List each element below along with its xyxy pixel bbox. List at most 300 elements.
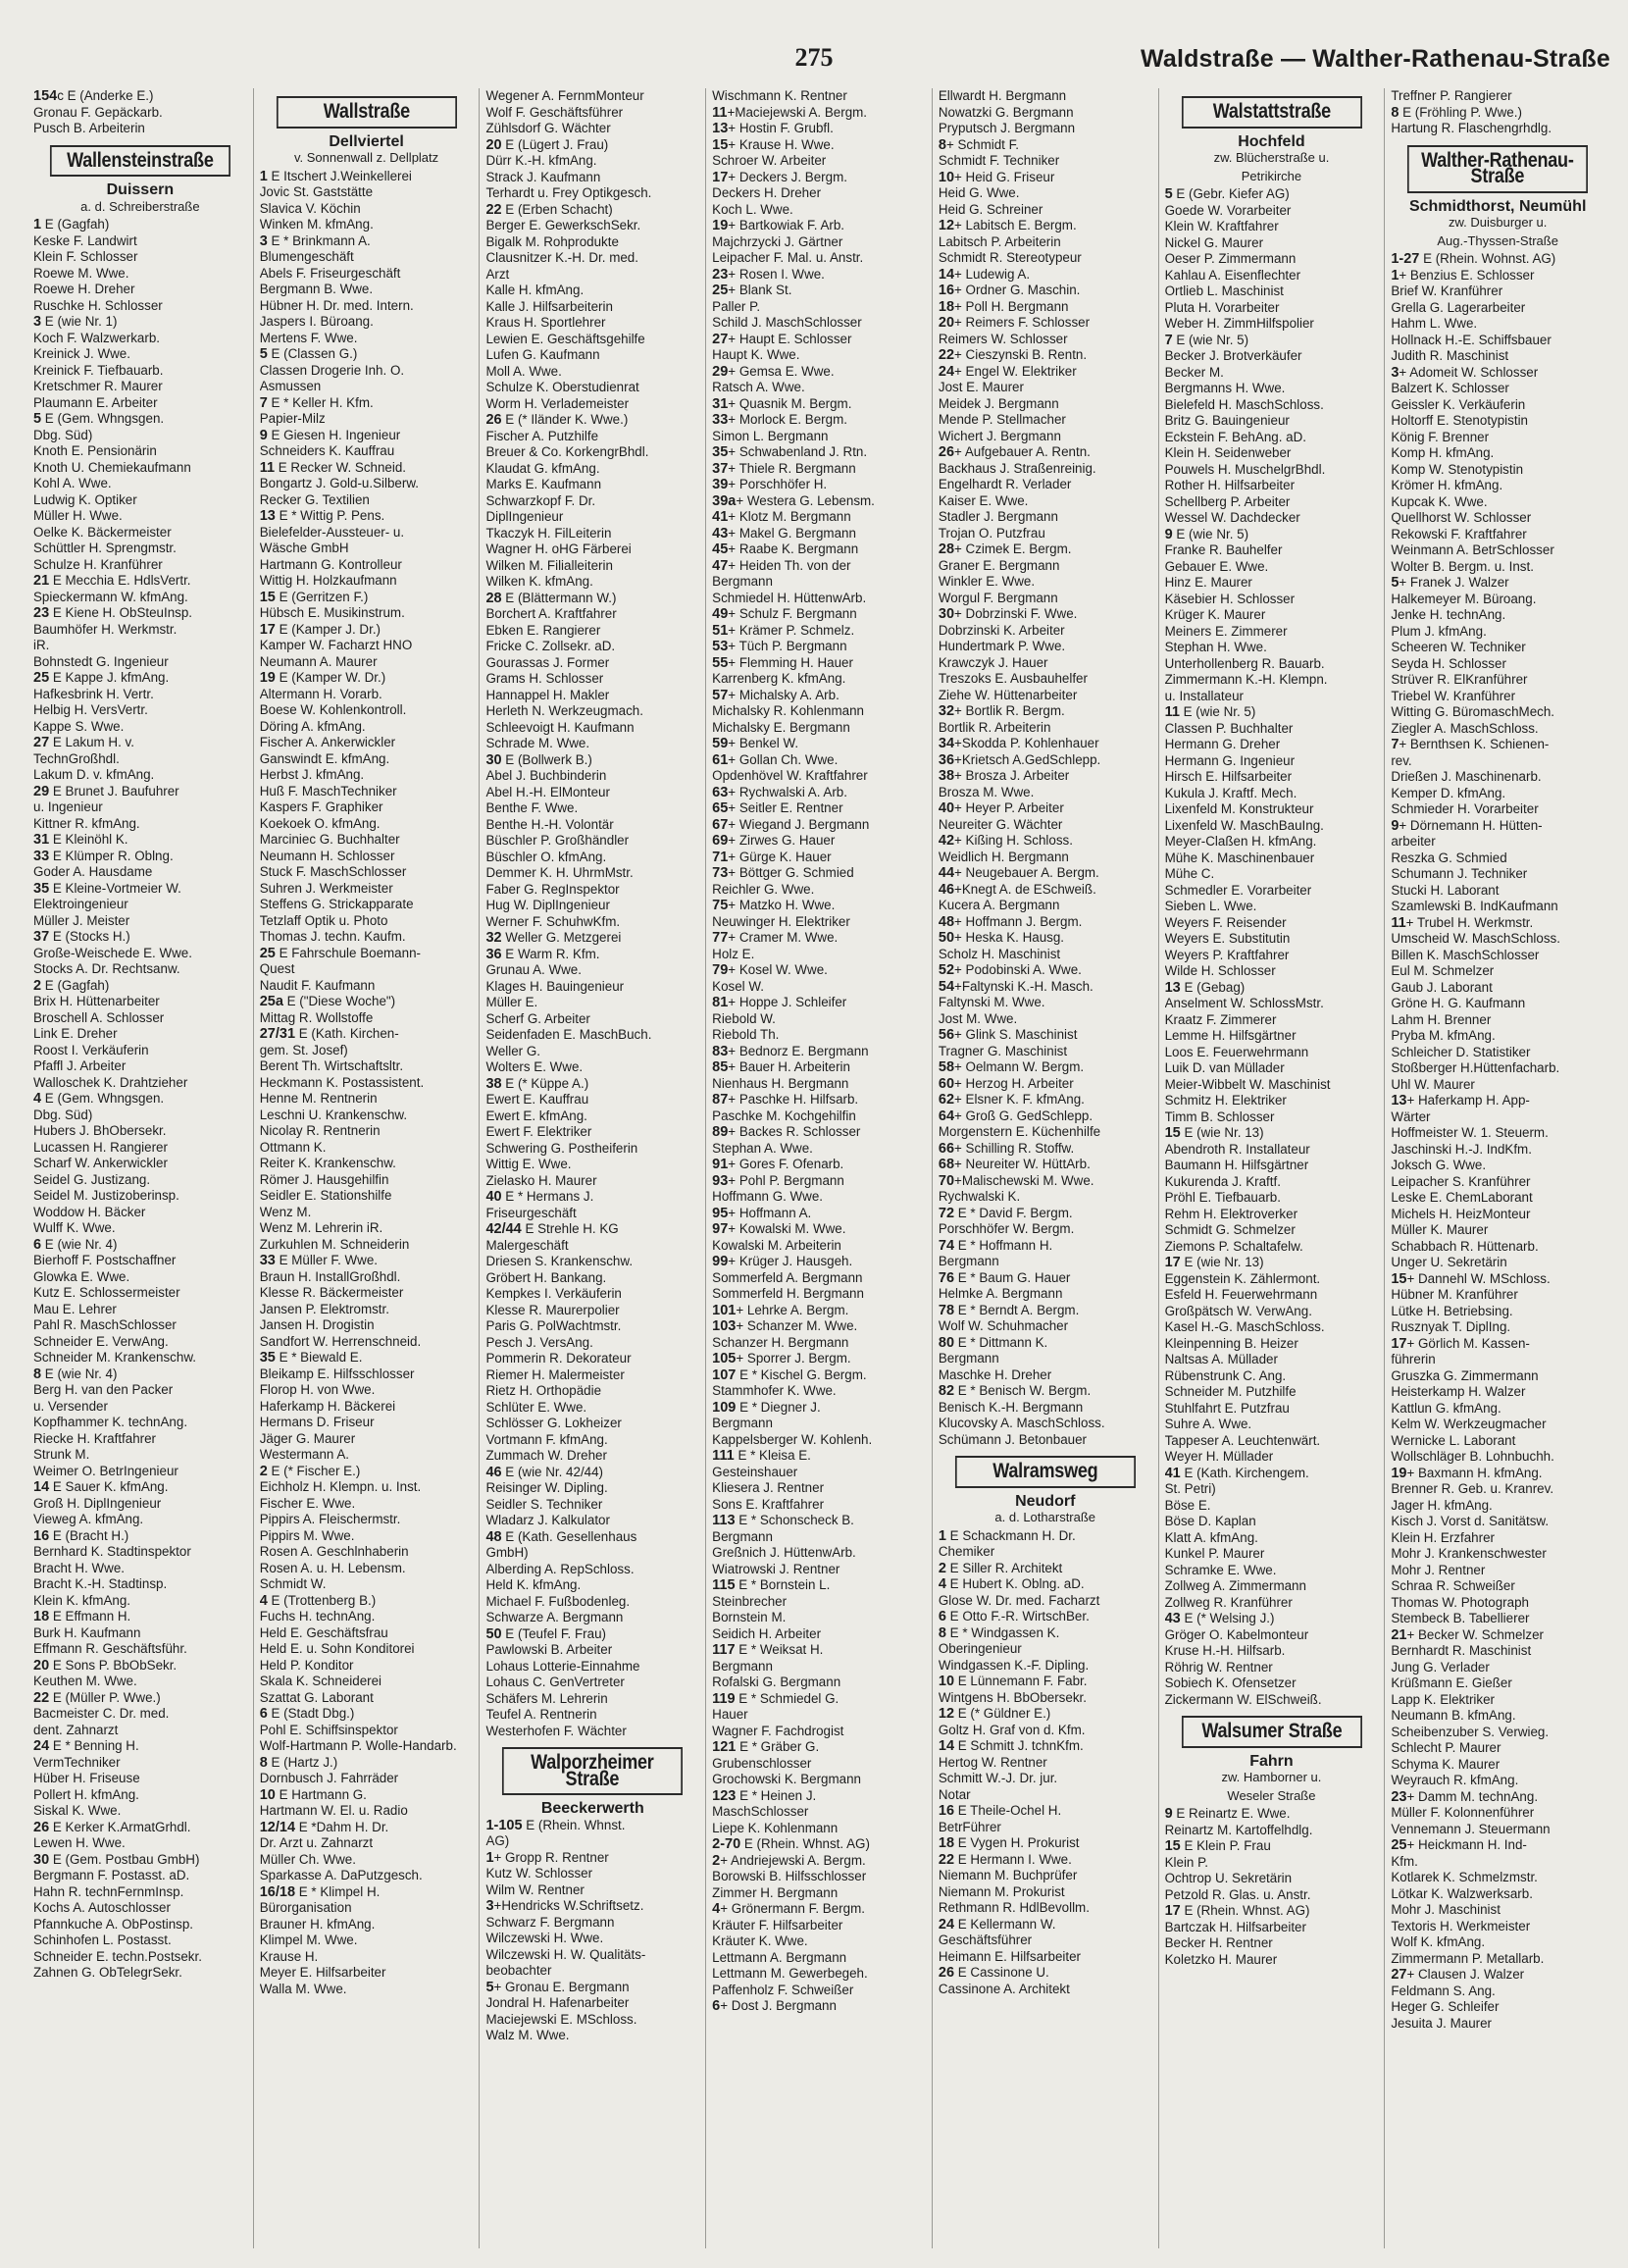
directory-entry xyxy=(939,1820,1152,1836)
resident-text: Wilken M. Filialleiterin xyxy=(485,557,613,573)
resident-text: + Makel G. Bergmann xyxy=(728,525,856,541)
resident-text: Zurkuhlen M. Schneiderin xyxy=(259,1236,410,1252)
resident-text: Heckmann K. Postassistent. xyxy=(259,1074,425,1090)
resident-text: E * Wittig P. Pens. xyxy=(275,508,385,523)
resident-text: E Effmann H. xyxy=(49,1609,131,1624)
directory-entry xyxy=(1165,559,1379,576)
directory-entry xyxy=(33,1835,247,1852)
directory-entry xyxy=(939,1835,1152,1852)
resident-text: Gronau F. Gepäckarb. xyxy=(33,104,163,120)
resident-text: E (Bollwerk B.) xyxy=(501,751,592,767)
resident-text: Wilken K. kfmAng. xyxy=(485,574,593,589)
directory-entry xyxy=(1165,1125,1379,1142)
house-number: 7 xyxy=(1164,332,1173,348)
directory-entry xyxy=(33,1205,247,1221)
resident-text: Schulze K. Oberstudienrat xyxy=(485,380,639,394)
resident-text: Bergmann xyxy=(712,574,773,589)
resident-text: Mittag R. Wollstoffe xyxy=(259,1009,374,1025)
resident-text: Schneider M. Krankenschw. xyxy=(33,1350,196,1365)
resident-text: Classen P. Buchhalter xyxy=(1164,720,1294,736)
directory-entry xyxy=(485,1850,699,1867)
directory-entry xyxy=(33,1803,247,1820)
resident-text: + Lehrke A. Bergm. xyxy=(736,1302,849,1317)
resident-text: Reinartz M. Kartoffelhdlg. xyxy=(1164,1822,1313,1837)
resident-text: Jager H. kfmAng. xyxy=(1391,1497,1493,1513)
directory-entry xyxy=(1391,381,1604,397)
directory-entry xyxy=(260,1835,474,1852)
house-number: 9 xyxy=(259,427,268,443)
directory-entry xyxy=(485,1931,699,1947)
directory-entry xyxy=(939,1367,1152,1384)
resident-text: E * Benisch W. Bergm. xyxy=(954,1383,1092,1398)
directory-entry xyxy=(1165,1595,1379,1612)
directory-entry xyxy=(939,1641,1152,1658)
directory-entry xyxy=(485,1351,699,1367)
directory-entry xyxy=(485,1610,699,1626)
directory-entry xyxy=(712,509,926,526)
resident-text: Hundertmark P. Wwe. xyxy=(938,639,1066,653)
resident-text: Uhl W. Maurer xyxy=(1391,1076,1475,1092)
directory-entry xyxy=(1391,1675,1604,1692)
directory-entry xyxy=(1165,1481,1379,1498)
resident-text: Demmer K. H. UhrmMstr. xyxy=(485,865,634,880)
house-number: 16/18 xyxy=(259,1883,296,1900)
directory-entry xyxy=(1165,1142,1379,1159)
house-number: 18 xyxy=(938,1835,955,1851)
directory-entry xyxy=(1391,1546,1604,1563)
resident-text: Steffens G. Strickapparate xyxy=(259,897,414,911)
directory-entry xyxy=(712,364,926,381)
resident-text: Kretschmer R. Maurer xyxy=(33,379,163,393)
directory-entry xyxy=(939,202,1152,219)
resident-text: + Kißing H. Schloss. xyxy=(954,833,1073,848)
resident-text: GmbH) xyxy=(485,1545,529,1560)
directory-entry xyxy=(485,703,699,720)
resident-text: Hoffmann G. Wwe. xyxy=(712,1189,824,1204)
directory-entry xyxy=(939,1286,1152,1303)
directory-entry xyxy=(260,298,474,315)
directory-entry xyxy=(260,1933,474,1949)
house-number: 19 xyxy=(259,670,276,686)
directory-entry xyxy=(33,1593,247,1610)
house-number: 97 xyxy=(712,1221,729,1237)
house-number: 29 xyxy=(33,783,50,799)
resident-text: Kahlau A. Eisenflechter xyxy=(1164,267,1301,283)
directory-entry xyxy=(485,833,699,850)
directory-entry xyxy=(712,1545,926,1562)
street-heading: Wallensteinstraße xyxy=(50,145,230,178)
directory-entry xyxy=(33,1188,247,1205)
resident-text: Heid G. Wwe. xyxy=(938,185,1020,200)
resident-text: E (* Welsing J.) xyxy=(1180,1611,1275,1625)
resident-text: Pröhl E. Tiefbauarb. xyxy=(1164,1190,1281,1205)
house-number: 52 xyxy=(938,962,955,978)
resident-text: Kutz W. Schlosser xyxy=(485,1866,593,1881)
resident-text: E Sons P. BbObSekr. xyxy=(49,1657,178,1673)
house-number: 5 xyxy=(485,1979,494,1995)
resident-text: Woddow H. Bäcker xyxy=(33,1204,146,1219)
directory-entry xyxy=(712,1367,926,1384)
resident-text: Bergmann xyxy=(938,1254,999,1268)
directory-entry xyxy=(1165,1093,1379,1109)
resident-text: Brauner H. kfmAng. xyxy=(259,1916,376,1932)
directory-entry xyxy=(33,1512,247,1528)
resident-text: Bleikamp E. Hilfsschlosser xyxy=(259,1366,415,1381)
resident-text: + Heyer P. Arbeiter xyxy=(954,800,1064,815)
directory-entry xyxy=(1165,510,1379,527)
resident-text: Suhren J. Werkmeister xyxy=(259,880,393,896)
directory-entry xyxy=(939,1335,1152,1352)
resident-text: Rethmann R. HdlBevollm. xyxy=(938,1900,1090,1915)
directory-entry xyxy=(1165,996,1379,1012)
directory-entry xyxy=(712,1642,926,1659)
directory-entry xyxy=(939,1351,1152,1367)
directory-entry xyxy=(712,1901,926,1918)
directory-entry xyxy=(260,816,474,833)
resident-text: + Blank St. xyxy=(728,283,792,297)
directory-entry xyxy=(260,913,474,930)
house-number: 27 xyxy=(33,735,50,750)
resident-text: Boese W. Kohlenkontroll. xyxy=(259,702,407,717)
directory-entry xyxy=(485,1318,699,1335)
resident-text: Deckers H. Dreher xyxy=(712,185,822,200)
directory-entry xyxy=(712,185,926,202)
resident-text: E (Gem. Whngsgen. xyxy=(41,411,165,426)
resident-text: Becker M. xyxy=(1164,364,1224,380)
resident-text: Rofalski G. Bergmann xyxy=(712,1675,841,1689)
resident-text: Friseurgeschäft xyxy=(485,1205,577,1220)
directory-entry xyxy=(260,217,474,233)
resident-text: Hüber H. Friseuse xyxy=(33,1771,140,1785)
directory-entry xyxy=(260,1123,474,1140)
house-number: 12/14 xyxy=(259,1819,296,1835)
resident-text: + Bartkowiak F. Arb. xyxy=(728,218,844,232)
directory-entry xyxy=(485,1529,699,1546)
directory-entry xyxy=(939,1884,1152,1901)
directory-entry xyxy=(485,1866,699,1882)
resident-text: Wolf W. Schuhmacher xyxy=(938,1318,1069,1333)
directory-entry xyxy=(260,1706,474,1723)
directory-entry xyxy=(712,105,926,122)
resident-text: Holz E. xyxy=(712,946,755,961)
resident-text: Morgenstern E. Küchenhilfe xyxy=(938,1124,1101,1139)
directory-entry xyxy=(939,1593,1152,1610)
directory-entry xyxy=(260,460,474,477)
house-number: 13 xyxy=(712,121,729,136)
house-number: 76 xyxy=(938,1269,955,1286)
house-number: 30 xyxy=(938,606,955,622)
resident-text: E (wie Nr. 4) xyxy=(41,1236,118,1252)
resident-text: + Dobrzinski F. Wwe. xyxy=(954,606,1078,621)
resident-text: Umscheid W. MaschSchloss. xyxy=(1391,931,1560,946)
house-number: 1 xyxy=(938,1527,946,1544)
directory-entry xyxy=(712,1286,926,1303)
directory-entry xyxy=(1165,575,1379,592)
directory-entry xyxy=(939,283,1152,299)
directory-entry xyxy=(260,541,474,557)
directory-entry xyxy=(260,1156,474,1172)
directory-entry xyxy=(1165,1174,1379,1191)
directory-entry xyxy=(260,849,474,865)
resident-text: Heimann E. Hilfsarbeiter xyxy=(938,1948,1081,1964)
directory-entry xyxy=(33,1447,247,1464)
resident-text: + Morlock E. Bergm. xyxy=(728,412,847,427)
directory-entry xyxy=(485,947,699,963)
resident-text: Classen Drogerie Inh. O. xyxy=(259,362,405,378)
resident-text: Pfannkuche A. ObPostinsp. xyxy=(33,1916,194,1932)
directory-entry xyxy=(939,671,1152,688)
resident-text: Vortmann F. kfmAng. xyxy=(485,1431,608,1447)
house-number: 20 xyxy=(938,315,955,331)
resident-text: Scherf G. Arbeiter xyxy=(485,1010,590,1026)
directory-entry xyxy=(485,121,699,137)
resident-text: Becker J. Brotverkäufer xyxy=(1164,348,1302,363)
directory-entry xyxy=(33,1658,247,1675)
street-heading: Wallstraße xyxy=(277,96,457,129)
resident-text: Geissler K. Verkäuferin xyxy=(1391,396,1526,412)
directory-entry xyxy=(939,105,1152,122)
directory-entry xyxy=(712,412,926,429)
resident-text: Roewe H. Dreher xyxy=(33,282,135,296)
resident-text: + Rychwalski A. Arb. xyxy=(728,784,847,799)
resident-text: + Benzius E. Schlosser xyxy=(1399,267,1535,283)
resident-text: E (Stadt Dbg.) xyxy=(267,1706,355,1721)
resident-text: Unterhollenberg R. Bauarb. xyxy=(1164,655,1325,671)
directory-entry xyxy=(712,153,926,170)
directory-entry xyxy=(260,1852,474,1869)
house-number: 23 xyxy=(1391,1788,1407,1805)
directory-entry xyxy=(1391,1304,1604,1320)
directory-entry xyxy=(260,1690,474,1707)
directory-entry xyxy=(1391,1336,1604,1353)
resident-text: +Maciejewski A. Bergm. xyxy=(727,104,868,120)
resident-text: Brenner R. Geb. u. Kranrev. xyxy=(1391,1481,1554,1496)
resident-text: Mau E. Lehrer xyxy=(33,1301,117,1316)
resident-text: Greßnich J. HüttenwArb. xyxy=(712,1545,856,1560)
resident-text: Malergeschäft xyxy=(485,1237,569,1253)
resident-text: Lewen H. Wwe. xyxy=(33,1835,126,1850)
directory-entry xyxy=(1391,430,1604,446)
directory-entry xyxy=(260,1917,474,1933)
directory-entry xyxy=(485,1027,699,1044)
directory-entry xyxy=(260,1010,474,1027)
directory-entry xyxy=(939,1189,1152,1206)
resident-text: Neumann A. Maurer xyxy=(259,653,378,669)
resident-text: Pluta H. Vorarbeiter xyxy=(1164,299,1280,315)
house-number: 115 xyxy=(712,1577,736,1593)
directory-entry xyxy=(712,1739,926,1756)
resident-text: Bohnstedt G. Ingenieur xyxy=(33,653,169,669)
directory-entry xyxy=(1165,1222,1379,1239)
directory-entry xyxy=(1165,1498,1379,1515)
directory-entry xyxy=(939,185,1152,202)
resident-text: Vieweg A. kfmAng. xyxy=(33,1512,144,1526)
directory-entry xyxy=(1391,753,1604,770)
resident-text: Faltynski M. Wwe. xyxy=(938,995,1045,1009)
resident-text: + Gronau E. Bergmann xyxy=(493,1979,630,1994)
resident-text: Kalle H. kfmAng. xyxy=(485,283,585,297)
directory-entry xyxy=(712,1772,926,1788)
directory-entry xyxy=(939,1787,1152,1804)
resident-text: Westerhofen F. Wächter xyxy=(485,1723,627,1738)
resident-text: Seidenfaden E. MaschBuch. xyxy=(485,1027,652,1042)
directory-entry xyxy=(939,558,1152,575)
resident-text: Schellberg P. Arbeiter xyxy=(1164,493,1291,509)
directory-entry xyxy=(712,1983,926,1999)
directory-entry xyxy=(1165,866,1379,883)
house-number: 63 xyxy=(712,784,729,800)
house-number: 9 xyxy=(1391,817,1399,834)
directory-entry xyxy=(1165,656,1379,673)
resident-text: + Krämer P. Schmelz. xyxy=(728,622,855,638)
resident-text: Jost M. Wwe. xyxy=(938,1010,1018,1026)
resident-text: + Schmidt F. xyxy=(945,136,1019,152)
resident-text: E Kellermann W. xyxy=(954,1916,1056,1932)
resident-text: Windgassen K.-F. Dipling. xyxy=(938,1657,1090,1673)
house-number: 50 xyxy=(485,1625,502,1642)
resident-text: rev. xyxy=(1391,752,1412,768)
directory-entry xyxy=(712,1141,926,1158)
resident-text: Pouwels H. MuschelgrBhdl. xyxy=(1164,461,1326,477)
directory-entry xyxy=(1165,203,1379,220)
directory-entry xyxy=(1391,1417,1604,1433)
resident-text: Kopfhammer K. technAng. xyxy=(33,1415,188,1429)
resident-text: Stephan H. Wwe. xyxy=(1164,640,1267,654)
resident-text: Bacmeister C. Dr. med. xyxy=(33,1706,170,1721)
resident-text: Florop H. von Wwe. xyxy=(259,1382,376,1397)
house-number: 3 xyxy=(259,232,268,249)
resident-text: +Malischewski M. Wwe. xyxy=(954,1172,1094,1188)
directory-entry xyxy=(33,1641,247,1658)
directory-entry xyxy=(712,429,926,445)
directory-entry xyxy=(33,767,247,784)
resident-text: Krause H. xyxy=(259,1948,319,1964)
house-number: 11 xyxy=(1391,914,1406,931)
resident-text: Komp H. kfmAng. xyxy=(1391,445,1495,460)
resident-text: Helmke A. Bergmann xyxy=(938,1286,1063,1301)
house-number: 17 xyxy=(259,621,276,638)
house-number: 27 xyxy=(1391,1967,1407,1983)
resident-text: Link E. Dreher xyxy=(33,1026,118,1041)
resident-text: Schmiedel H. HüttenwArb. xyxy=(712,590,867,605)
directory-entry xyxy=(1391,1222,1604,1239)
directory-entry xyxy=(260,1609,474,1625)
resident-text: Paris G. PolWachtmstr. xyxy=(485,1318,622,1333)
house-number: 87 xyxy=(712,1092,729,1108)
resident-text: Schulze H. Kranführer xyxy=(33,556,163,572)
resident-text: + Schulz F. Bergmann xyxy=(728,606,857,621)
resident-text: Recker G. Textilien xyxy=(259,491,370,507)
resident-text: + Deckers J. Bergm. xyxy=(728,169,847,184)
resident-text: Reimers W. Schlosser xyxy=(938,331,1068,346)
resident-text: Wessel W. Dachdecker xyxy=(1164,510,1300,525)
resident-text: Worgul F. Bergmann xyxy=(938,590,1058,605)
resident-text: Eichholz H. Klempn. u. Inst. xyxy=(259,1479,422,1494)
resident-text: Benisch K.-H. Bergmann xyxy=(938,1399,1084,1415)
directory-entry xyxy=(485,1141,699,1158)
directory-entry xyxy=(1391,1999,1604,2016)
directory-entry xyxy=(260,1334,474,1351)
directory-entry xyxy=(1165,1190,1379,1207)
directory-entry xyxy=(485,396,699,413)
resident-text: Strüver R. ElKranführer xyxy=(1391,672,1528,687)
directory-entry xyxy=(1391,834,1604,850)
directory-entry xyxy=(33,266,247,283)
directory-entry xyxy=(33,1755,247,1772)
directory-entry xyxy=(712,444,926,461)
house-number: 37 xyxy=(712,460,729,477)
resident-text: Abels F. Friseurgeschäft xyxy=(259,265,401,281)
directory-entry xyxy=(712,1254,926,1270)
directory-entry xyxy=(33,121,247,137)
resident-text: Abendroth R. Installateur xyxy=(1164,1141,1310,1157)
directory-entry xyxy=(260,1220,474,1237)
house-number: 41 xyxy=(1164,1465,1181,1481)
resident-text: Sobiech K. Ofensetzer xyxy=(1164,1675,1297,1690)
directory-entry xyxy=(939,639,1152,655)
resident-text: Schüttler H. Sprengmstr. xyxy=(33,541,177,555)
directory-entry xyxy=(485,1400,699,1417)
resident-text: Keuthen M. Wwe. xyxy=(33,1674,137,1688)
resident-text: + Haferkamp H. App- xyxy=(1406,1093,1530,1108)
directory-entry xyxy=(1391,1902,1604,1919)
resident-text: Slavica V. Köchin xyxy=(259,200,361,216)
directory-entry xyxy=(33,638,247,654)
directory-entry xyxy=(33,1026,247,1043)
resident-text: Pryputsch J. Bergmann xyxy=(938,121,1076,135)
directory-entry xyxy=(712,1950,926,1967)
resident-text: Schwarze A. Bergmann xyxy=(485,1610,624,1624)
resident-text: Schleicher D. Statistiker xyxy=(1391,1044,1531,1059)
directory-entry xyxy=(485,1497,699,1514)
directory-entry xyxy=(260,622,474,639)
resident-text: Ganswindt E. kfmAng. xyxy=(259,750,390,766)
resident-text: Brief W. Kranführer xyxy=(1391,284,1503,298)
directory-entry xyxy=(260,249,474,266)
resident-text: Becker H. Rentner xyxy=(1164,1935,1273,1950)
resident-text: E * Berndt A. Bergm. xyxy=(954,1302,1080,1317)
resident-text: Held K. kfmAng. xyxy=(485,1577,582,1592)
directory-entry xyxy=(260,492,474,509)
resident-text: Timm B. Schlosser xyxy=(1164,1108,1275,1124)
directory-entry xyxy=(712,1238,926,1255)
resident-text: E * Dittmann K. xyxy=(954,1334,1048,1350)
directory-entry xyxy=(939,526,1152,542)
resident-text: Lötkar K. Walzwerksarb. xyxy=(1391,1885,1533,1901)
directory-entry xyxy=(260,1431,474,1448)
resident-text: Unger U. Sekretärin xyxy=(1391,1255,1507,1269)
resident-text: Weyrauch R. kfmAng. xyxy=(1391,1773,1519,1787)
resident-text: E Siller R. Architekt xyxy=(945,1560,1063,1575)
resident-text: E * Biewald E. xyxy=(275,1350,363,1365)
page-header xyxy=(0,35,1628,75)
directory-entry xyxy=(260,1285,474,1302)
directory-entry xyxy=(1391,980,1604,997)
directory-entry xyxy=(939,137,1152,154)
directory-entry xyxy=(33,508,247,525)
resident-text: E Hartmann G. xyxy=(275,1786,367,1802)
resident-text: + Thiele R. Bergmann xyxy=(728,460,856,476)
directory-entry xyxy=(33,1544,247,1561)
directory-entry xyxy=(712,1724,926,1740)
resident-text: Schneider E. techn.Postsekr. xyxy=(33,1948,202,1964)
resident-text: + Dörnemann H. Hütten- xyxy=(1399,817,1543,833)
house-number: 6 xyxy=(712,1998,721,2014)
directory-entry xyxy=(1391,1207,1604,1223)
resident-text: E Sauer K. kfmAng. xyxy=(49,1479,169,1494)
resident-text: Schild J. MaschSchlosser xyxy=(712,315,862,330)
resident-text: Pohl E. Schiffsinspektor xyxy=(259,1722,398,1737)
